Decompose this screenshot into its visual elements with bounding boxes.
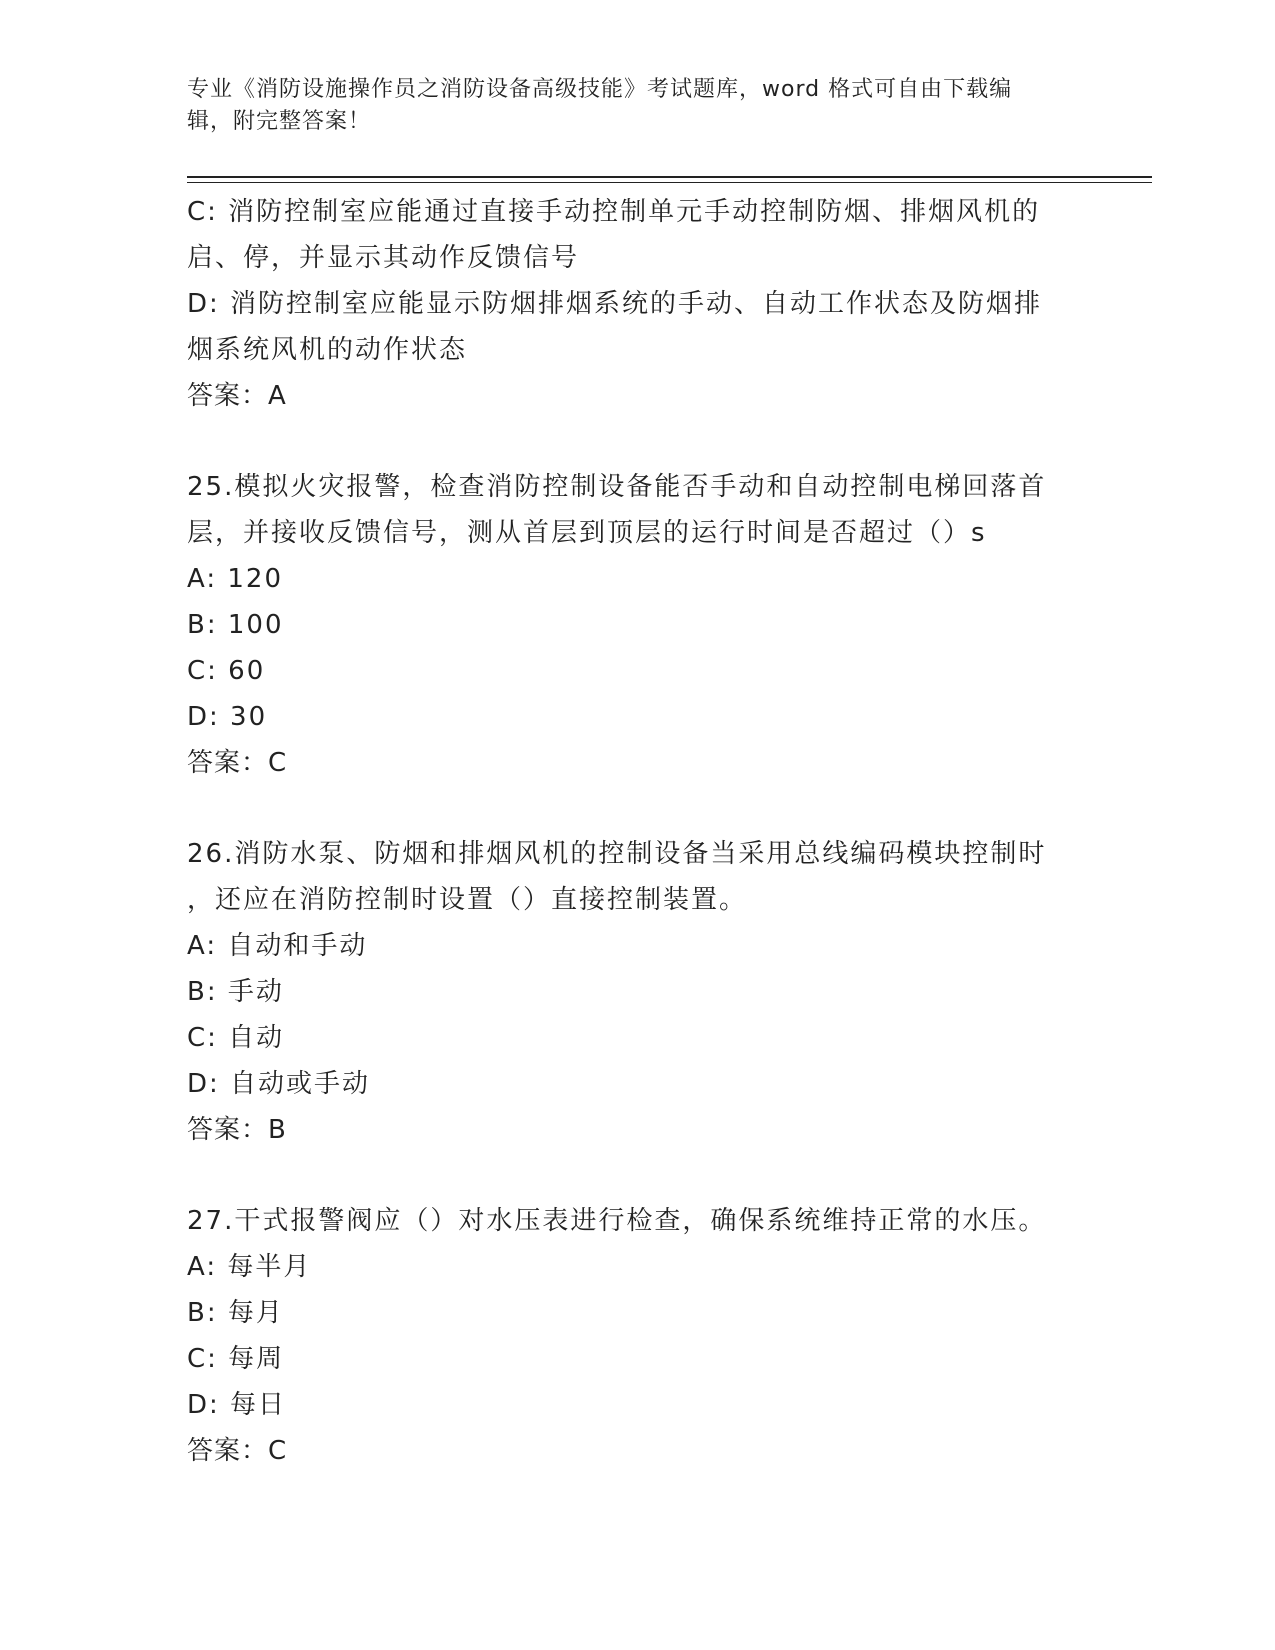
answer-label: 答案：A: [187, 381, 287, 411]
option-d: D: 30: [187, 702, 268, 732]
question-stem-line-2: 层，并接收反馈信号，测从首层到顶层的运行时间是否超过（）s: [187, 518, 987, 548]
question-stem-line-1: 26.消防水泵、防烟和排烟风机的控制设备当采用总线编码模块控制时: [187, 839, 1047, 869]
option-a: A: 自动和手动: [187, 931, 368, 961]
prev-question-block: [187, 189, 1087, 419]
question-stem-line-1: 27.干式报警阀应（）对水压表进行检查，确保系统维持正常的水压。: [187, 1206, 1047, 1236]
option-c-line-1: C: 消防控制室应能通过直接手动控制单元手动控制防烟、排烟风机的: [187, 197, 1041, 227]
answer-label: 答案：C: [187, 748, 288, 778]
document-header: [187, 74, 1067, 138]
option-b: B: 100: [187, 610, 284, 640]
header-divider-thick: [187, 176, 1152, 178]
question-25: [187, 464, 1087, 786]
option-d: D: 自动或手动: [187, 1069, 371, 1099]
option-b: B: 手动: [187, 977, 284, 1007]
option-c: C: 每周: [187, 1344, 285, 1374]
option-d-line-1: D: 消防控制室应能显示防烟排烟系统的手动、自动工作状态及防烟排: [187, 289, 1043, 319]
header-line-1: 专业《消防设施操作员之消防设备高级技能》考试题库，word 格式可自由下载编: [187, 77, 1013, 102]
option-c-line-2: 启、停，并显示其动作反馈信号: [187, 243, 580, 273]
answer-label: 答案：C: [187, 1436, 288, 1466]
header-line-2: 辑，附完整答案！: [187, 109, 372, 134]
option-c: C: 60: [187, 656, 266, 686]
option-d-line-2: 烟系统风机的动作状态: [187, 335, 468, 365]
question-27: [187, 1198, 1087, 1474]
question-stem-line-1: 25.模拟火灾报警，检查消防控制设备能否手动和自动控制电梯回落首: [187, 472, 1047, 502]
question-content: [187, 189, 1087, 1474]
option-b: B: 每月: [187, 1298, 284, 1328]
option-c: C: 自动: [187, 1023, 285, 1053]
option-a: A: 每半月: [187, 1252, 312, 1282]
header-divider-thin: [187, 182, 1152, 183]
answer-label: 答案：B: [187, 1115, 287, 1145]
option-a: A: 120: [187, 564, 283, 594]
question-26: [187, 831, 1087, 1153]
question-stem-line-2: ，还应在消防控制时设置（）直接控制装置。: [187, 885, 748, 915]
option-d: D: 每日: [187, 1390, 287, 1420]
